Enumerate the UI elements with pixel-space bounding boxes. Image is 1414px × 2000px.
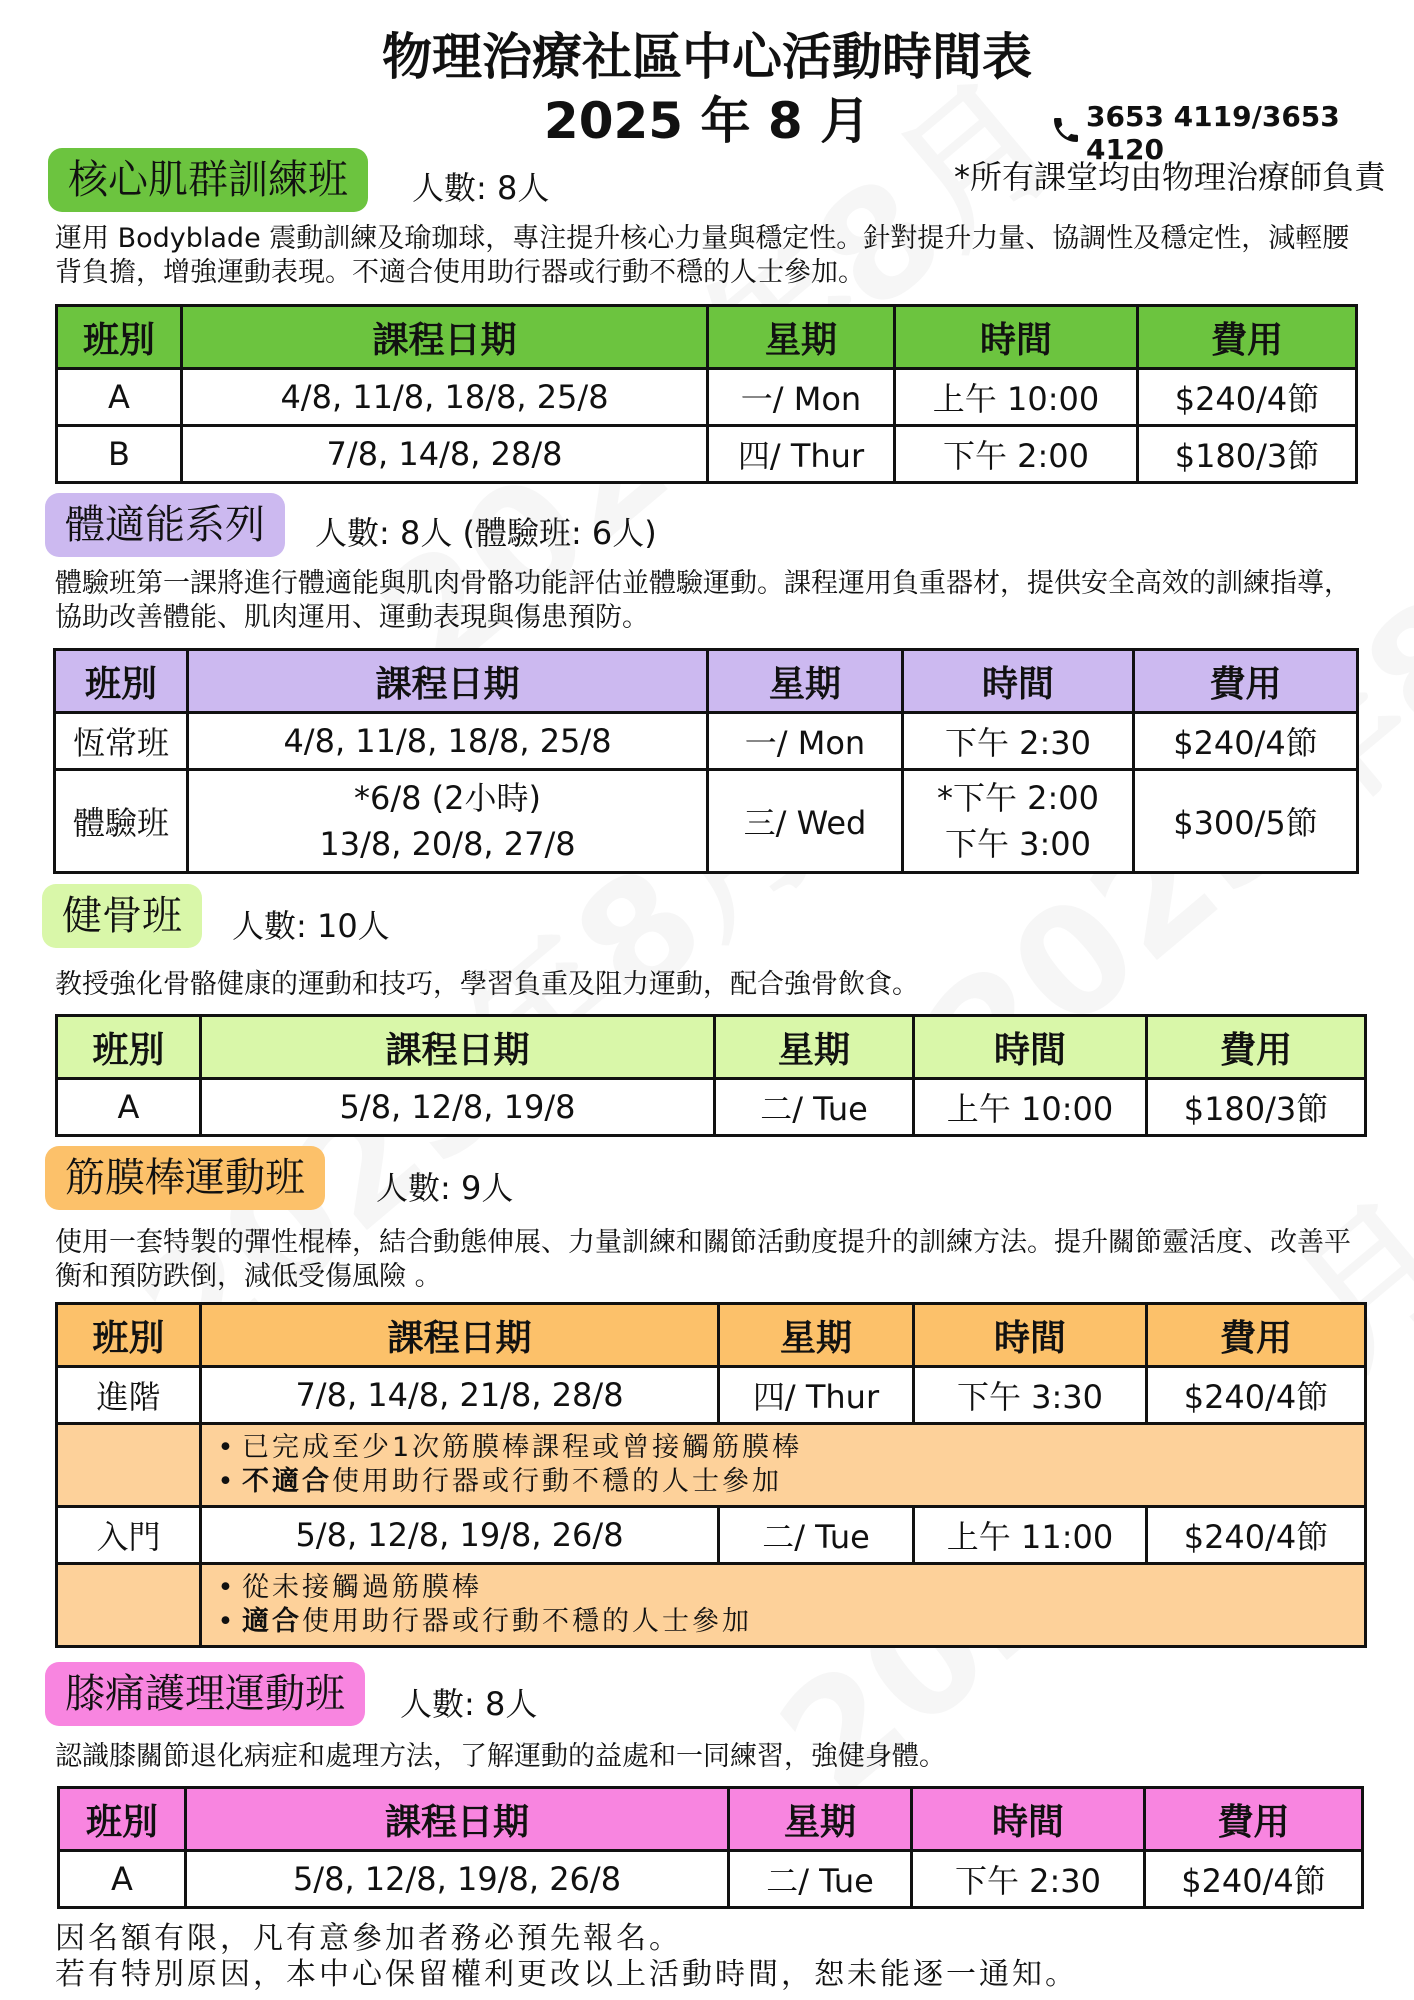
date-line: *6/8 (2小時) — [353, 779, 541, 817]
cell-dates: 4/8, 11/8, 18/8, 25/8 — [182, 369, 708, 426]
blank-cell — [57, 1564, 201, 1647]
schedule-table-bone — [55, 1014, 1367, 1137]
capacity-bone: 人數: 10人 — [232, 907, 390, 945]
cell-dates: 5/8, 12/8, 19/8 — [201, 1079, 715, 1136]
col-dates: 課程日期 — [201, 1304, 719, 1367]
col-class: 班別 — [59, 1788, 186, 1851]
col-day: 星期 — [715, 1016, 914, 1079]
cell-day: 一/ Mon — [708, 713, 903, 770]
table-row — [57, 369, 1357, 426]
requirement-item: • 從未接觸過筋膜棒 — [212, 1571, 1364, 1605]
schedule-table-knee — [57, 1786, 1364, 1909]
cell-fee: $240/4節 — [1134, 713, 1358, 770]
col-dates: 課程日期 — [186, 1788, 729, 1851]
col-class: 班別 — [57, 306, 182, 369]
requirement-notes — [201, 1424, 1366, 1507]
col-time: 時間 — [914, 1304, 1147, 1367]
col-fee: 費用 — [1145, 1788, 1363, 1851]
requirement-item: • 不適合使用助行器或行動不穩的人士參加 — [212, 1465, 1364, 1499]
col-fee: 費用 — [1147, 1304, 1366, 1367]
col-dates: 課程日期 — [182, 306, 708, 369]
col-dates: 課程日期 — [201, 1016, 715, 1079]
phone-number: 3653 4119/3653 4120 — [1086, 100, 1340, 166]
cell-fee: $180/3節 — [1147, 1079, 1366, 1136]
footer-note-2: 若有特別原因，本中心保留權利更改以上活動時間，恕未能逐一通知。 — [55, 1957, 1078, 1992]
cell-fee: $240/4節 — [1147, 1507, 1366, 1564]
page-subtitle: 2025 年 8 月 — [543, 92, 871, 150]
capacity-core: 人數: 8人 — [412, 169, 550, 207]
cell-class: 恆常班 — [55, 713, 188, 770]
description-bone: 教授強化骨骼健康的運動和技巧，學習負重及阻力運動，配合強骨飲食。 — [55, 969, 919, 1000]
cell-day: 四/ Thur — [719, 1367, 914, 1424]
cell-fee: $240/4節 — [1147, 1367, 1366, 1424]
table-header — [57, 306, 1357, 369]
requirement-item: • 已完成至少1次筋膜棒課程或曾接觸筋膜棒 — [212, 1431, 1364, 1465]
description-knee: 認識膝關節退化病症和處理方法，了解運動的益處和一同練習，強健身體。 — [55, 1741, 946, 1772]
cell-time: 上午 10:00 — [914, 1079, 1147, 1136]
table-header — [59, 1788, 1363, 1851]
col-dates: 課程日期 — [188, 650, 708, 713]
cell-day: 二/ Tue — [715, 1079, 914, 1136]
schedule-table-core — [55, 304, 1358, 484]
requirement-row — [57, 1564, 1366, 1647]
capacity-knee: 人數: 8人 — [400, 1685, 538, 1723]
col-day: 星期 — [708, 650, 903, 713]
col-day: 星期 — [719, 1304, 914, 1367]
time-line: 下午 3:00 — [944, 825, 1092, 863]
table-row — [59, 1851, 1363, 1908]
cell-day: 一/ Mon — [708, 369, 895, 426]
cell-time: 上午 11:00 — [914, 1507, 1147, 1564]
capacity-fascia: 人數: 9人 — [376, 1169, 514, 1207]
time-line: *下午 2:00 — [936, 779, 1100, 817]
cell-fee: $300/5節 — [1134, 770, 1358, 873]
page-title: 物理治療社區中心活動時間表 — [382, 28, 1032, 86]
table-row — [57, 426, 1357, 483]
cell-fee: $240/4節 — [1138, 369, 1357, 426]
col-day: 星期 — [729, 1788, 912, 1851]
cell-class: B — [57, 426, 182, 483]
table-header — [57, 1016, 1366, 1079]
col-time: 時間 — [895, 306, 1138, 369]
description-fascia: 使用一套特製的彈性棍棒，結合動態伸展、力量訓練和關節活動度提升的訓練方法。提升關節靈活度、改善平衡和預防跌倒，減低受傷風險 。 — [55, 1227, 1351, 1292]
col-class: 班別 — [57, 1016, 201, 1079]
col-class: 班別 — [57, 1304, 201, 1367]
cell-dates: 4/8, 11/8, 18/8, 25/8 — [188, 713, 708, 770]
table-row — [57, 1367, 1366, 1424]
capacity-fitness: 人數: 8人 (體驗班: 6人) — [315, 514, 657, 552]
schedule-table-fascia — [55, 1302, 1367, 1648]
therapist-note: *所有課堂均由物理治療師負責 — [953, 158, 1386, 196]
section-title-fascia: 筋膜棒運動班 — [45, 1146, 325, 1210]
table-row — [55, 770, 1358, 873]
col-time: 時間 — [903, 650, 1134, 713]
cell-day: 三/ Wed — [708, 770, 903, 873]
section-title-knee: 膝痛護理運動班 — [45, 1662, 365, 1726]
phone-icon — [1050, 114, 1082, 153]
col-fee: 費用 — [1138, 306, 1357, 369]
cell-fee: $240/4節 — [1145, 1851, 1363, 1908]
requirement-notes — [201, 1564, 1366, 1647]
cell-time: 下午 3:30 — [914, 1367, 1147, 1424]
cell-dates: 5/8, 12/8, 19/8, 26/8 — [186, 1851, 729, 1908]
col-fee: 費用 — [1147, 1016, 1366, 1079]
table-row — [57, 1079, 1366, 1136]
cell-dates: 5/8, 12/8, 19/8, 26/8 — [201, 1507, 719, 1564]
cell-time: 上午 10:00 — [895, 369, 1138, 426]
col-time: 時間 — [912, 1788, 1145, 1851]
date-line: 13/8, 20/8, 27/8 — [319, 825, 576, 863]
table-row — [57, 1507, 1366, 1564]
cell-class: A — [59, 1851, 186, 1908]
table-row — [55, 713, 1358, 770]
requirement-item: • 適合使用助行器或行動不穩的人士參加 — [212, 1605, 1364, 1639]
table-header — [55, 650, 1358, 713]
section-title-core: 核心肌群訓練班 — [48, 148, 368, 212]
blank-cell — [57, 1424, 201, 1507]
cell-day: 四/ Thur — [708, 426, 895, 483]
cell-fee: $180/3節 — [1138, 426, 1357, 483]
cell-dates: 7/8, 14/8, 28/8 — [182, 426, 708, 483]
cell-class: 進階 — [57, 1367, 201, 1424]
description-core: 運用 Bodyblade 震動訓練及瑜珈球，專注提升核心力量與穩定性。針對提升力量、協調性及穩定性，減輕腰背負擔，增強運動表現。不適合使用助行器或行動不穩的人士參加。 — [55, 223, 1350, 288]
cell-dates — [188, 770, 708, 873]
schedule-table-fitness — [53, 648, 1359, 874]
cell-day: 二/ Tue — [719, 1507, 914, 1564]
cell-time: 下午 2:30 — [903, 713, 1134, 770]
cell-time — [903, 770, 1134, 873]
cell-time: 下午 2:30 — [912, 1851, 1145, 1908]
cell-class: A — [57, 1079, 201, 1136]
footer-note-1: 因名額有限，凡有意參加者務必預先報名。 — [55, 1921, 682, 1956]
cell-class: 體驗班 — [55, 770, 188, 873]
cell-dates: 7/8, 14/8, 21/8, 28/8 — [201, 1367, 719, 1424]
cell-time: 下午 2:00 — [895, 426, 1138, 483]
col-class: 班別 — [55, 650, 188, 713]
section-title-fitness: 體適能系列 — [45, 493, 285, 557]
requirement-row — [57, 1424, 1366, 1507]
table-header — [57, 1304, 1366, 1367]
section-title-bone: 健骨班 — [42, 884, 202, 948]
cell-day: 二/ Tue — [729, 1851, 912, 1908]
description-fitness: 體驗班第一課將進行體適能與肌肉骨骼功能評估並體驗運動。課程運用負重器材，提供安全高效的訓練指導，協助改善體能、肌肉運用、運動表現與傷患預防。 — [55, 568, 1351, 633]
cell-class: A — [57, 369, 182, 426]
col-time: 時間 — [914, 1016, 1147, 1079]
col-fee: 費用 — [1134, 650, 1358, 713]
col-day: 星期 — [708, 306, 895, 369]
cell-class: 入門 — [57, 1507, 201, 1564]
